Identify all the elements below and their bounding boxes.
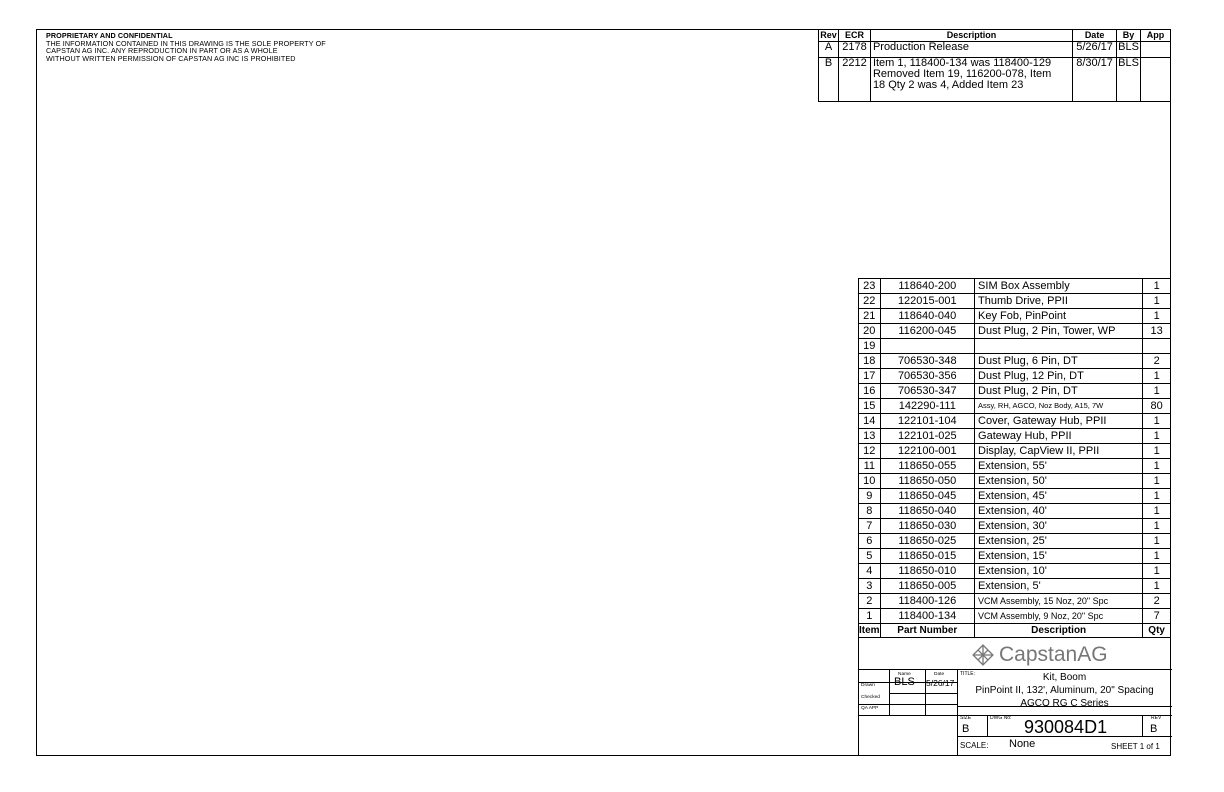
name-column-label: Name (898, 672, 911, 677)
item-header: Item (859, 625, 880, 636)
bill-of-materials (858, 278, 1171, 638)
rev-header: Rev (820, 30, 837, 40)
item-cell: 8 (859, 504, 881, 519)
date-cell: 5/26/17 (1073, 42, 1117, 58)
qty-cell: 1 (1143, 369, 1171, 384)
item-cell: 9 (859, 489, 881, 504)
part-number-cell: 118640-040 (880, 309, 974, 324)
part-number-cell: 118640-200 (880, 279, 974, 294)
item-cell: 15 (859, 399, 881, 414)
item-cell: 20 (859, 324, 881, 339)
bom-row (859, 519, 1171, 534)
bom-row (859, 399, 1171, 414)
capstan-logo-icon (971, 643, 995, 667)
part-number-cell: 706530-356 (880, 369, 974, 384)
description-cell: Dust Plug, 12 Pin, DT (975, 369, 1143, 384)
date-header: Date (1073, 30, 1117, 42)
part-number-cell: 118650-045 (880, 489, 974, 504)
description-header: Description (975, 624, 1143, 638)
bom-row (859, 294, 1171, 309)
part-number-cell: 118400-126 (880, 594, 974, 609)
bom-row (859, 489, 1171, 504)
revision-header-row (819, 30, 1171, 42)
bom-row (859, 549, 1171, 564)
description-cell: Extension, 45' (975, 489, 1143, 504)
size-value: B (962, 723, 970, 735)
notice-heading: PROPRIETARY AND CONFIDENTIAL (46, 31, 173, 40)
qty-cell: 1 (1143, 459, 1171, 474)
by-cell: BLS (1117, 58, 1141, 102)
confidentiality-notice (46, 32, 326, 62)
description-cell: Extension, 25' (975, 534, 1143, 549)
bom-row (859, 594, 1171, 609)
qty-cell: 1 (1143, 564, 1171, 579)
description-cell: SIM Box Assembly (975, 279, 1143, 294)
description-cell (975, 339, 1143, 354)
bom-row (859, 354, 1171, 369)
bom-row (859, 474, 1171, 489)
bom-row (859, 369, 1171, 384)
qty-cell: 7 (1143, 609, 1171, 624)
sheet-number: SHEET 1 of 1 (1111, 742, 1160, 751)
bom-row (859, 459, 1171, 474)
title-line: Kit, Boom (1042, 672, 1087, 683)
description-cell: Gateway Hub, PPII (975, 429, 1143, 444)
description-cell: Assy, RH, AGCO, Noz Body, A15, 7W (975, 399, 1143, 414)
part-number-cell: 122101-025 (880, 429, 974, 444)
notice-line: THE INFORMATION CONTAINED IN THIS DRAWING IS THE SOLE PROPERTY OF (46, 38, 326, 48)
ecr-header: ECR (838, 30, 870, 42)
qty-cell: 2 (1143, 354, 1171, 369)
drawn-date-value: 5/26/17 (926, 678, 955, 688)
qa-app-label: QA APP (861, 706, 879, 711)
part-number-cell: 118650-025 (880, 534, 974, 549)
bom-row (859, 309, 1171, 324)
app-cell (1141, 42, 1171, 58)
description-cell: Thumb Drive, PPII (975, 294, 1143, 309)
part-number-cell: 118650-005 (880, 579, 974, 594)
qty-cell: 1 (1143, 429, 1171, 444)
item-cell: 5 (859, 549, 881, 564)
title-label: TITLE: (960, 671, 976, 677)
item-cell: 21 (859, 309, 881, 324)
rev-label: REV (1151, 715, 1162, 721)
bom-row (859, 279, 1171, 294)
item-cell: 12 (859, 444, 881, 459)
description-cell: Dust Plug, 6 Pin, DT (975, 354, 1143, 369)
part-number-cell: 706530-348 (880, 354, 974, 369)
part-number-cell: 118650-040 (880, 504, 974, 519)
description-cell: Dust Plug, 2 Pin, Tower, WP (975, 324, 1143, 339)
part-number-cell: 706530-347 (880, 384, 974, 399)
notice-line: CAPSTAN AG INC. ANY REPRODUCTION IN PART OR AS A WHOLE (46, 46, 278, 56)
revision-row (819, 58, 1171, 102)
rev-cell: A (819, 42, 839, 58)
by-cell: BLS (1117, 42, 1141, 58)
app-header: App (1141, 30, 1171, 42)
qty-cell: 2 (1143, 594, 1171, 609)
description-line: Item 1, 118400-134 was 118400-129 (872, 57, 1052, 69)
logo-text: CapstanAG (999, 643, 1108, 666)
item-cell: 3 (859, 579, 881, 594)
qty-cell: 1 (1143, 294, 1171, 309)
qty-cell: 1 (1143, 474, 1171, 489)
description-cell: Extension, 40' (975, 504, 1143, 519)
qty-cell: 1 (1143, 489, 1171, 504)
qty-cell (1143, 339, 1171, 354)
part-number-cell (880, 339, 974, 354)
bom-row (859, 414, 1171, 429)
rev-value: B (1150, 723, 1158, 735)
bom-row (859, 384, 1171, 399)
bom-row (859, 564, 1171, 579)
item-cell: 13 (859, 429, 881, 444)
qty-cell: 1 (1143, 384, 1171, 399)
revision-row (819, 42, 1171, 58)
description-header: Description (870, 30, 1072, 42)
title-line: AGCO RG C Series (1020, 698, 1109, 709)
part-number-cell: 118650-010 (880, 564, 974, 579)
bom-row (859, 444, 1171, 459)
part-number-cell: 118400-134 (880, 609, 974, 624)
description-cell: Extension, 10' (975, 564, 1143, 579)
part-number-cell: 118650-055 (880, 459, 974, 474)
item-cell: 17 (859, 369, 881, 384)
description-cell: Production Release (870, 42, 1072, 58)
item-cell: 11 (859, 459, 881, 474)
scale-value: None (1009, 738, 1036, 750)
item-cell: 6 (859, 534, 881, 549)
bom-row (859, 609, 1171, 624)
description-cell: VCM Assembly, 9 Noz, 20" Spc (975, 609, 1143, 624)
part-number-cell: 118650-015 (880, 549, 974, 564)
description-cell: Display, CapView II, PPII (975, 444, 1143, 459)
qty-cell: 1 (1143, 504, 1171, 519)
part-number-header: Part Number (880, 624, 974, 638)
description-cell (870, 58, 1072, 102)
qty-cell: 1 (1143, 549, 1171, 564)
bom-row (859, 504, 1171, 519)
bom-row (859, 339, 1171, 354)
title-line: PinPoint II, 132', Aluminum, 20" Spacing (975, 685, 1154, 696)
description-cell: Extension, 50' (975, 474, 1143, 489)
item-cell: 14 (859, 414, 881, 429)
qty-cell: 1 (1143, 444, 1171, 459)
qty-cell: 80 (1143, 399, 1171, 414)
description-cell: VCM Assembly, 15 Noz, 20" Spc (975, 594, 1143, 609)
item-cell: 2 (859, 594, 881, 609)
checked-label: Checked (861, 695, 880, 700)
ecr-cell: 2178 (838, 42, 870, 58)
item-cell: 23 (859, 279, 881, 294)
part-number-cell: 122101-104 (880, 414, 974, 429)
description-cell: Extension, 30' (975, 519, 1143, 534)
qty-cell: 1 (1143, 519, 1171, 534)
item-cell: 19 (859, 339, 881, 354)
qty-cell: 1 (1143, 279, 1171, 294)
description-cell: Dust Plug, 2 Pin, DT (975, 384, 1143, 399)
ecr-cell: 2212 (838, 58, 870, 102)
description-cell: Key Fob, PinPoint (975, 309, 1143, 324)
part-number-cell: 142290-111 (880, 399, 974, 414)
bom-row (859, 534, 1171, 549)
item-cell: 18 (859, 354, 881, 369)
item-cell: 4 (859, 564, 881, 579)
bom-row (859, 579, 1171, 594)
by-header: By (1117, 30, 1141, 42)
description-line: 18 Qty 2 was 4, Added Item 23 (872, 79, 1024, 91)
title-block (858, 636, 1171, 756)
item-cell: 7 (859, 519, 881, 534)
drawn-by-value: BLS (894, 676, 915, 688)
part-number-cell: 118650-030 (880, 519, 974, 534)
qty-cell: 1 (1143, 534, 1171, 549)
description-cell: Extension, 15' (975, 549, 1143, 564)
dwg-no-label: DWG No: (990, 715, 1012, 721)
qty-header: Qty (1143, 624, 1171, 638)
qty-cell: 13 (1143, 324, 1171, 339)
bom-row (859, 429, 1171, 444)
qty-cell: 1 (1143, 309, 1171, 324)
part-number-cell: 122015-001 (880, 294, 974, 309)
notice-line: WITHOUT WRITTEN PERMISSION OF CAPSTAN AG INC IS PROHIBITED (46, 53, 296, 63)
company-logo (971, 641, 1171, 669)
drawn-label: Drawn (861, 683, 875, 688)
description-cell: Cover, Gateway Hub, PPII (975, 414, 1143, 429)
item-cell: 22 (859, 294, 881, 309)
item-cell: 1 (859, 609, 881, 624)
date-column-label: Date (934, 672, 945, 677)
app-cell (1141, 58, 1171, 102)
description-cell: Extension, 55' (975, 459, 1143, 474)
description-cell: Extension, 5' (975, 579, 1143, 594)
size-label: SIZE (960, 715, 972, 721)
rev-cell: B (819, 58, 839, 102)
revision-table (818, 29, 1171, 102)
item-cell: 10 (859, 474, 881, 489)
bom-row (859, 324, 1171, 339)
part-number-cell: 122100-001 (880, 444, 974, 459)
part-number-cell: 118650-050 (880, 474, 974, 489)
scale-label: SCALE: (960, 741, 989, 750)
qty-cell: 1 (1143, 579, 1171, 594)
part-number-cell: 116200-045 (880, 324, 974, 339)
description-line: Removed Item 19, 116200-078, Item (872, 68, 1052, 80)
item-cell: 16 (859, 384, 881, 399)
drawing-number: 930084D1 (1024, 717, 1108, 737)
date-cell: 8/30/17 (1073, 58, 1117, 102)
qty-cell: 1 (1143, 414, 1171, 429)
